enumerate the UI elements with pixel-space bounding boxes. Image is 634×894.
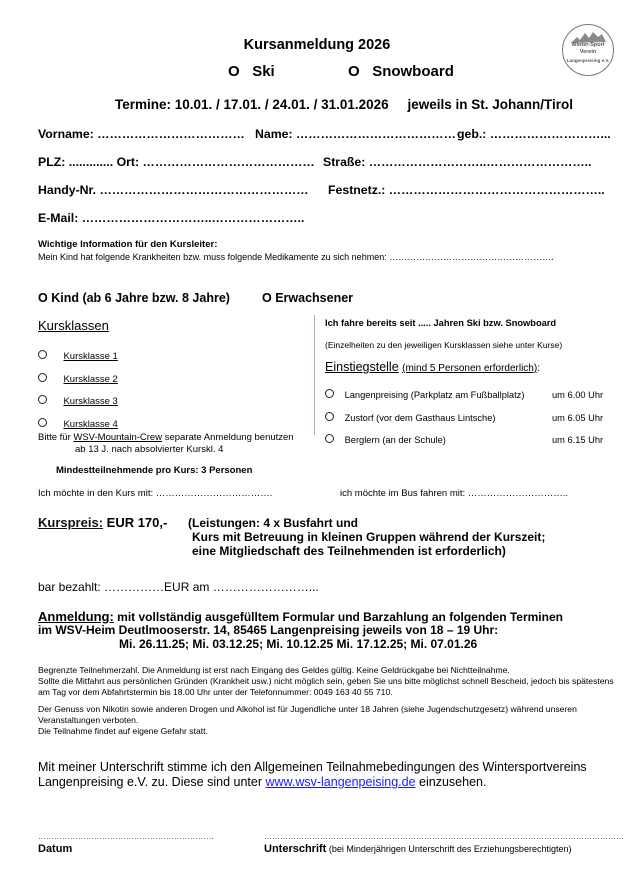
bus-partner-field[interactable]: ich möchte im Bus fahren mit: ………………………….. (340, 488, 569, 499)
course-dates (115, 97, 573, 112)
minimum-participants: Mindestteilnehmende pro Kurs: 3 Personen (56, 465, 253, 476)
signature-label: Unterschrift (264, 843, 327, 855)
stop-time: um 6.00 Uhr (552, 390, 604, 400)
snowboard-checkbox-marker[interactable]: O (348, 63, 360, 80)
fineprint-line: Die Teilnahme findet auf eigene Gefahr statt. (38, 725, 208, 736)
consent-text (38, 760, 587, 790)
consent-suffix: einzusehen. (415, 775, 487, 789)
strasse-field[interactable]: Straße: ………………………..…………………….. (323, 155, 592, 169)
vorname-field[interactable]: Vorname: ……………………………… (38, 127, 245, 141)
stop-place: Berglern (an der Schule) (344, 435, 446, 445)
registration-line2: im WSV-Heim Deutlmooserstr. 14, 85465 Langenpreising jeweils von 18 – 19 Uhr: (38, 623, 499, 637)
stop-option-berglern[interactable] (325, 434, 446, 445)
geb-field[interactable]: geb.: ………………………... (457, 127, 611, 141)
date-label: Datum (38, 843, 73, 855)
kursklasse-3-option[interactable] (38, 391, 118, 409)
registration-line1 (38, 609, 563, 624)
fineprint-line: am Tag vor dem Abfahrtstermin bis 18.00 Uhr unter der Telefonnummer: 0049 163 40 55 710. (38, 686, 393, 697)
einstiegstelle-title: Einstiegstelle (325, 360, 399, 374)
note-suffix: separate Anmeldung benutzen (162, 432, 294, 443)
radio-circle-icon[interactable] (38, 395, 47, 404)
signature-note: (bei Minderjährigen Unterschrift des Erziehungsberechtigten) (326, 844, 572, 854)
date-line[interactable]: ………………………………………………………… (38, 832, 214, 841)
ski-option[interactable] (228, 63, 275, 80)
einstiegstelle-colon: : (537, 363, 540, 374)
instructor-info-heading: Wichtige Information für den Kursleiter: (38, 239, 218, 250)
radio-circle-icon[interactable] (38, 418, 47, 427)
page-title: Kursanmeldung 2026 (243, 37, 391, 53)
erwachsener-option[interactable]: O Erwachsener (262, 291, 354, 305)
radio-circle-icon[interactable] (325, 412, 334, 421)
kursklasse-2-link[interactable]: Kursklasse 2 (63, 374, 118, 385)
radio-circle-icon[interactable] (325, 389, 334, 398)
stop-time: um 6.05 Uhr (552, 413, 604, 423)
stop-place: Langenpreising (Parkplatz am Fußballplatz) (344, 390, 525, 400)
email-field[interactable]: E-Mail: …………………………..………………….. (38, 211, 305, 225)
experience-field[interactable]: Ich fahre bereits seit ..... Jahren Ski bzw. Snowboard (325, 318, 557, 328)
kurs-partner-field[interactable]: Ich möchte in den Kurs mit: ………………………………. (38, 488, 273, 499)
radio-circle-icon[interactable] (325, 434, 334, 443)
fineprint-paragraph-2 (38, 704, 577, 736)
column-divider (314, 315, 315, 435)
plz-ort-field[interactable]: PLZ: ............. Ort: …………………………………… (38, 155, 315, 169)
kursklasse-4-option[interactable] (38, 414, 118, 432)
fineprint-paragraph-1 (38, 665, 614, 697)
location-text: jeweils in St. Johann/Tirol (407, 97, 573, 112)
logo-line2: Verein (579, 49, 597, 55)
price-services-line3: eine Mitgliedschaft des Teilnehmenden ist erforderlich) (192, 544, 506, 558)
kursklassen-heading: Kursklassen (38, 318, 109, 333)
kursklasse-4-link[interactable]: Kursklasse 4 (63, 419, 118, 430)
mountain-crew-link[interactable]: WSV-Mountain-Crew (73, 432, 163, 443)
einstiegstelle-note: (mind 5 Personen erforderlich) (402, 363, 538, 374)
price-services-line2: Kurs mit Betreuung in kleinen Gruppen während der Kurszeit; (192, 530, 546, 544)
fineprint-line: Veranstaltungen verboten. (38, 714, 139, 725)
website-link[interactable]: www.wsv-langenpeising.de (265, 775, 416, 789)
snowboard-label: Snowboard (372, 63, 454, 80)
kursklasse-2-option[interactable] (38, 369, 118, 387)
radio-circle-icon[interactable] (38, 373, 47, 382)
stop-option-langenpreising[interactable] (325, 389, 524, 400)
logo-line1: Winter-Sport (571, 42, 605, 48)
ski-checkbox-marker[interactable]: O (228, 63, 240, 80)
registration-label: Anmeldung: (38, 609, 114, 624)
fineprint-line: Der Genuss von Nikotin sowie anderen Drogen und Alkohol ist für Jugendliche unter 18 Jahren (siehe Jugendschutzgesetz) während unseren (38, 704, 577, 714)
club-logo-seal (562, 24, 614, 76)
price-label: Kurspreis: (38, 515, 104, 530)
mountain-crew-note-line2: ab 13 J. nach absolvierter Kurskl. 4 (75, 444, 224, 455)
handy-field[interactable]: Handy-Nr. …………………………………………… (38, 183, 309, 197)
experience-details-note: (Einzelheiten zu den jeweiligen Kursklassen siehe unter Kurse) (325, 340, 563, 350)
fineprint-line: Begrenzte Teilnehmerzahl. Die Anmeldung ist erst nach Eingang des Geldes gültig. Keine Geldrückgabe bei Nichtteilnahme. (38, 665, 510, 675)
name-field[interactable]: Name: ………………………………… (255, 127, 456, 141)
stop-option-zustorf[interactable] (325, 412, 495, 423)
kursklasse-3-link[interactable]: Kursklasse 3 (63, 396, 118, 407)
payment-field[interactable]: bar bezahlt: ……………EUR am ……………………... (38, 580, 319, 594)
termine-text: Termine: 10.01. / 17.01. / 24.01. / 31.01.2026 (115, 97, 389, 112)
snowboard-option[interactable] (348, 63, 454, 80)
kursklasse-1-option[interactable] (38, 346, 118, 364)
price-services-line1: (Leistungen: 4 x Busfahrt und (188, 516, 359, 530)
price-amount: EUR 170,- (103, 515, 168, 530)
signature-label-block (264, 843, 571, 855)
note-prefix: Bitte für (38, 432, 74, 443)
einstiegstelle-heading (325, 360, 540, 374)
radio-circle-icon[interactable] (38, 350, 47, 359)
consent-line2 (38, 775, 587, 790)
stop-time: um 6.15 Uhr (552, 435, 604, 445)
kursklasse-1-link[interactable]: Kursklasse 1 (63, 351, 118, 362)
medical-info-field[interactable]: Mein Kind hat folgende Krankheiten bzw. muss folgende Medikamente zu sich nehmen: ………………………………………………. (38, 252, 554, 262)
kind-option[interactable]: O Kind (ab 6 Jahre bzw. 8 Jahre) (38, 291, 230, 305)
ski-label: Ski (252, 63, 275, 80)
fineprint-line: Sollte die Mitfahrt aus persönlichen Gründen (Krankheit usw.) nicht möglich sein, geben Sie uns bitte möglichst schnell Bescheid, jedoch bis spätestens (38, 675, 614, 686)
registration-dates: Mi. 26.11.25; Mi. 03.12.25; Mi. 10.12.25 Mi. 17.12.25; Mi. 07.01.26 (119, 637, 478, 651)
signature-line[interactable]: ……………………………………………………………………………………………………………………… (264, 832, 624, 841)
consent-line1: Mit meiner Unterschrift stimme ich den Allgemeinen Teilnahmebedingungen des Wintersportvereins (38, 760, 587, 774)
price-block (38, 515, 167, 530)
registration-text: mit vollständig ausgefülltem Formular und Barzahlung an folgenden Terminen (113, 610, 563, 624)
festnetz-field[interactable]: Festnetz.: …………………………………………….. (328, 183, 605, 197)
mountain-crew-note (38, 432, 294, 443)
stop-place: Zustorf (vor dem Gasthaus Lintsche) (344, 413, 496, 423)
consent-prefix: Langenpreising e.V. zu. Diese sind unter (38, 775, 266, 789)
logo-line3: Langenpreising e.V. (566, 58, 610, 63)
